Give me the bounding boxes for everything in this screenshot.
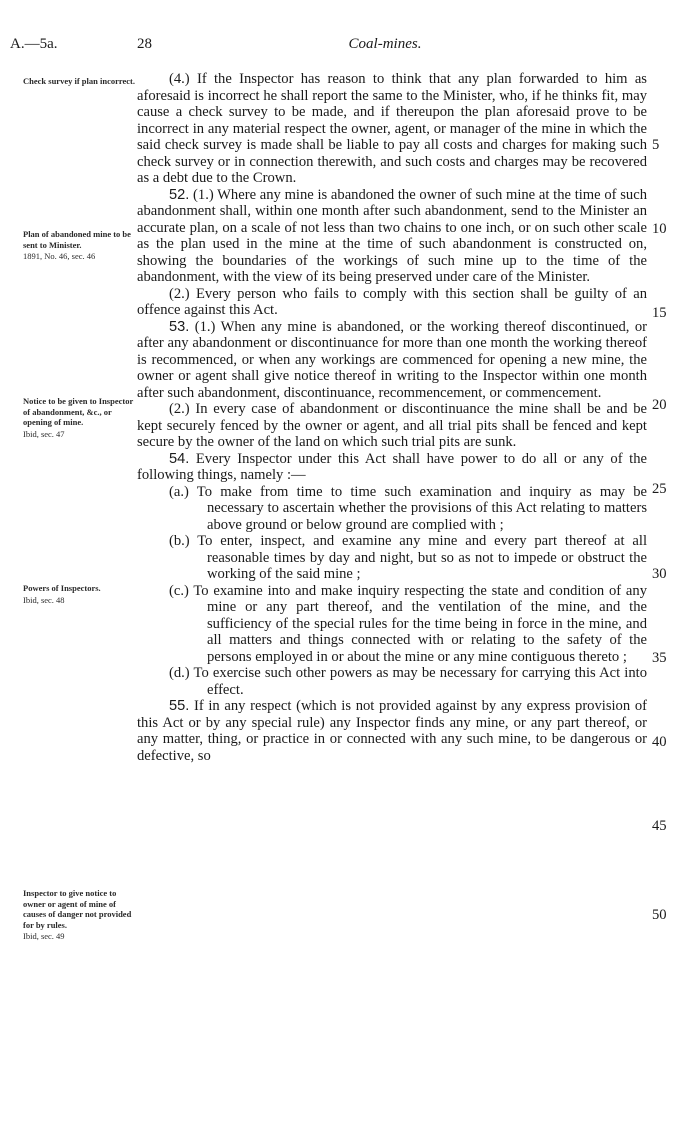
line-number: 15: [652, 305, 667, 321]
line-number: 5: [652, 137, 660, 153]
line-number: 40: [652, 734, 667, 750]
line-number: 45: [652, 818, 667, 834]
section-53-2: (2.) In every case of abandonment or discontinuance the mine shall be and be kept securely fenced by the owner or agent, and all trial pits shall be fenced and kept secure by the owner of the land on which such trial pits are sunk.: [137, 401, 647, 450]
section-55: [137, 698, 647, 764]
section-number: 52.: [169, 186, 190, 203]
page-title: Coal-mines.: [348, 36, 422, 52]
section-text: If in any respect (which is not provided against by any express provision of this Act or by any special rule) any Inspector finds any mine, or any part thereof, or any matter, thing, or practice in or connected with any such mine, to be dangerous or defective, so: [137, 698, 647, 764]
margin-note-danger-notice: Inspector to give notice to owner or agent of mine of causes of danger not provided for by rules. Ibid, sec. 49: [23, 888, 132, 941]
section-54: [137, 451, 647, 484]
section-52-1: [137, 187, 647, 286]
section-number: 55.: [169, 698, 190, 714]
document-reference: A.—5a.: [10, 36, 58, 52]
section-54-d: (d.) To exercise such other powers as may be necessary for carrying this Act into effect.: [169, 665, 647, 698]
line-number: 25: [652, 481, 667, 497]
line-number: 20: [652, 397, 667, 413]
margin-note-check-survey: Check survey if plan incorrect.: [23, 76, 135, 86]
section-number: 54.: [169, 450, 190, 467]
margin-note-notice-inspector: Notice to be given to Inspector of abandonment, &c., or opening of mine. Ibid, sec. 47: [23, 396, 134, 439]
line-number: 30: [652, 566, 667, 582]
section-text: (1.) When any mine is abandoned, or the working thereof discontinued, or after any abandonment or discontinuance for more than one month the working thereof is recommenced, or when any workings are commenced for opening a new mine, the owner or agent shall give notice thereof in writing to the Inspector within one month after such abandonment, discontinuance, recommencement, or commencement.: [137, 318, 648, 401]
section-54-a: (a.) To make from time to time such examination and inquiry as may be necessary to ascertain whether the provisions of this Act relating to matters above ground or below ground are complied with ;: [169, 483, 647, 533]
line-number: 50: [652, 907, 667, 923]
margin-note-abandoned-plan: Plan of abandoned mine to be sent to Minister. 1891, No. 46, sec. 46: [23, 229, 131, 261]
margin-note-powers: Powers of Inspectors. Ibid, sec. 48: [23, 583, 101, 605]
section-text: (1.) Where any mine is abandoned the owner of such mine at the time of such abandonment shall, within one month after such abandonment, send to the Minister an accurate plan, on a scale of not less than two chains to one inch, or on such other scale as the plan used in the mine at the time of such abandonment is constructed on, showing the boundaries of the workings of such mine up to the time of the abandonment, with the view of its being preserved under care of the Minister.: [137, 186, 647, 285]
line-number: 35: [652, 650, 667, 666]
body-text: [137, 71, 647, 764]
section-number: 53.: [169, 318, 190, 335]
section-52-2: (2.) Every person who fails to comply with this section shall be guilty of an offence against this Act.: [137, 285, 647, 318]
section-54-b: (b.) To enter, inspect, and examine any mine and every part thereof at all reasonable times by day and night, but so as not to impede or obstruct the working of the said mine ;: [169, 533, 647, 582]
paragraph-4: (4.) If the Inspector has reason to think that any plan forwarded to him as aforesaid is incorrect he shall report the same to the Minister, who, if he thinks fit, may cause a check survey to be made, and if thereupon the plan aforesaid prove to be incorrect in any material respect the owner, agent, or manager of the mine in which the said check survey is made shall be liable to pay all costs and charges for making such check survey or in connection therewith, and such costs and charges may be recovered as a debt due to the Crown.: [137, 71, 647, 186]
page-number: 28: [137, 36, 152, 52]
line-number: 10: [652, 221, 667, 237]
section-54-c: (c.) To examine into and make inquiry respecting the state and condition of any mine or any part thereof, and the ventilation of the mine, and the sufficiency of the special rules for the time being in force in the mine, and all matters and things connected with or relating to the safety of the persons employed in or about the mine or any mine contiguous thereto ;: [169, 582, 647, 665]
section-text: Every Inspector under this Act shall have power to do all or any of the following things, namely :—: [137, 450, 647, 483]
section-53-1: [137, 319, 647, 402]
